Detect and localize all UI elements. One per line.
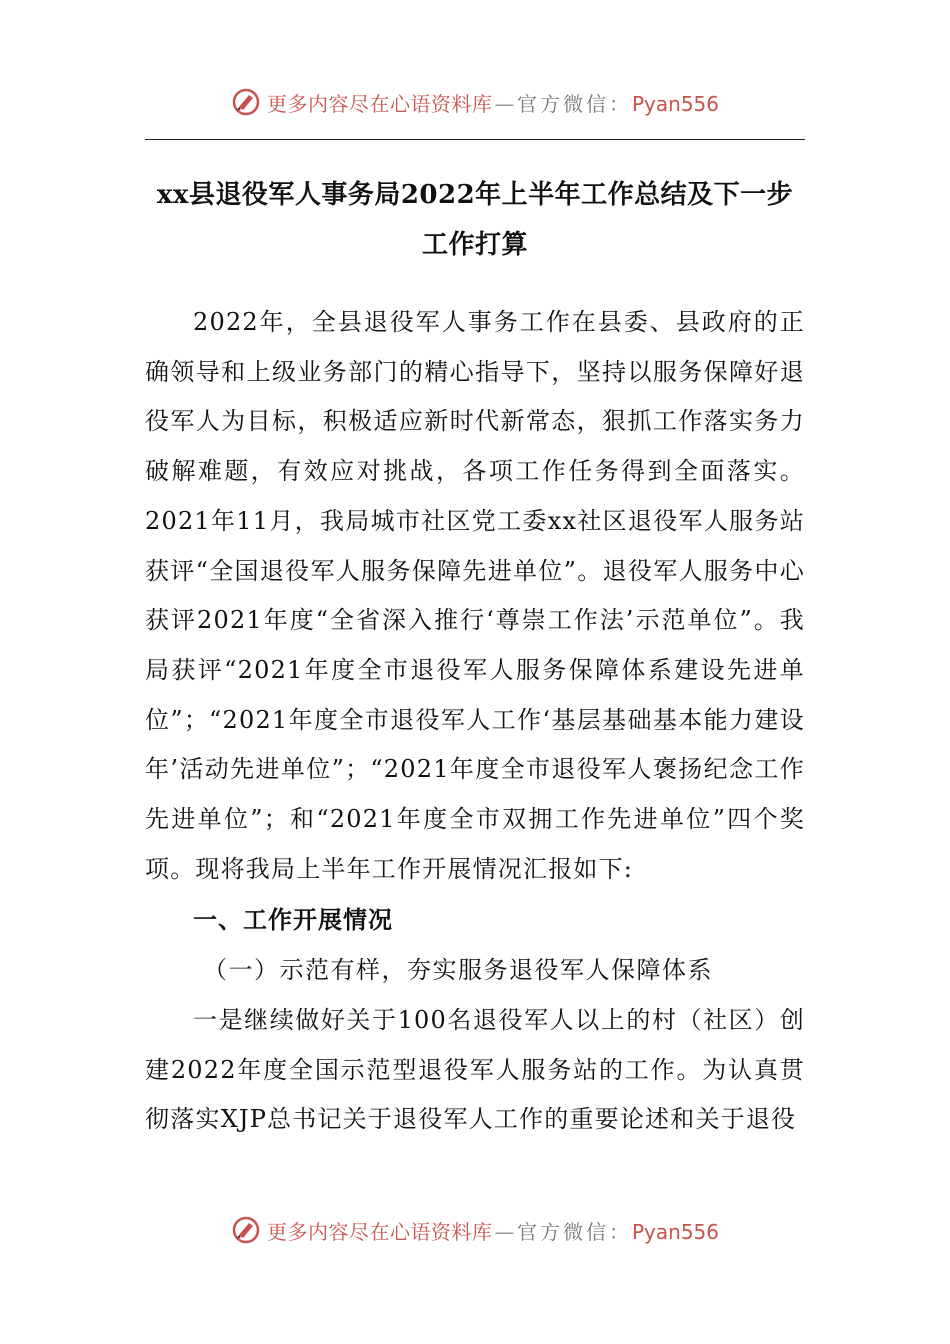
document-title: xx县退役军人事务局2022年上半年工作总结及下一步工作打算: [156, 180, 794, 260]
watermark-logo-icon: [231, 1215, 261, 1245]
watermark-text: 更多内容尽在心语资料库 — 官方微信：Pyan556: [266, 91, 719, 116]
header-divider: [145, 139, 805, 140]
watermark-logo-icon: [231, 87, 261, 117]
watermark-text: 更多内容尽在心语资料库 — 官方微信：Pyan556: [266, 1219, 719, 1244]
subsection-heading: （一）示范有样，夯实服务退役军人保障体系: [203, 956, 713, 985]
body-paragraph: 一是继续做好关于100名退役军人以上的村（社区）创建2022年度全国示范型退役军人服务站的工作。为认真贯彻落实XJP总书记关于退役军人工作的重要论述和关于退役: [145, 1005, 805, 1134]
document-body: [145, 170, 805, 1145]
intro-paragraph: 2022年，全县退役军人事务工作在县委、县政府的正确领导和上级业务部门的精心指导下，坚持以服务保障好退役军人为目标，积极适应新时代新常态，狠抓工作落实务力破解难题，有效应对挑战，各项工作任务得到全面落实。2021年11月，我局城市社区党工委xx社区退役军人服务站获评“全国退役军人服务保障先进单位”。退役军人服务中心获评2021年度“全省深入推行‘尊崇工作法’示范单位”。我局获评“2021年度全市退役军人服务保障体系建设先进单位”；“2021年度全市退役军人工作‘基层基础基本能力建设年’活动先进单位”；“2021年度全市退役军人褒扬纪念工作先进单位”；和“2021年度全市双拥工作先进单位”四个奖项。现将我局上半年工作开展情况汇报如下:: [145, 308, 805, 883]
section-heading: 一、工作开展情况: [193, 906, 393, 935]
watermark-footer: [0, 1210, 950, 1250]
watermark-header: [0, 82, 950, 122]
